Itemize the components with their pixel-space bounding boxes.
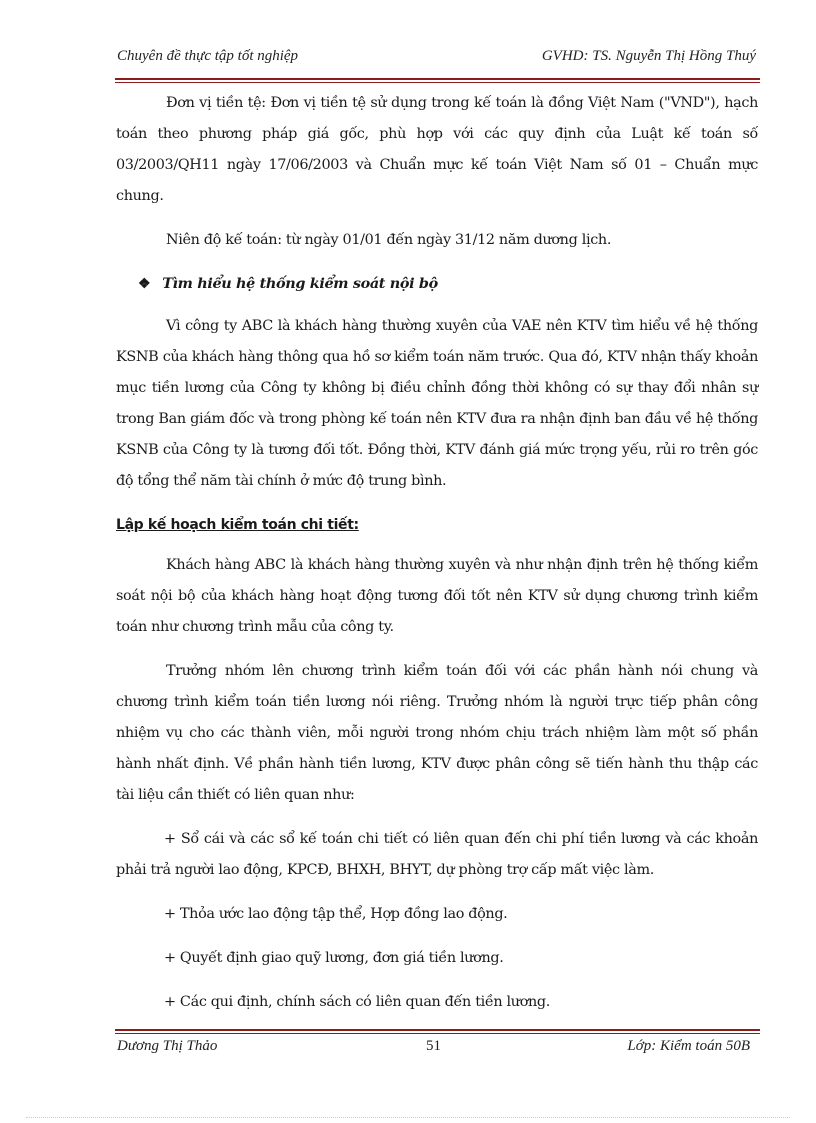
paragraph-fiscal-year: Niên độ kế toán: từ ngày 01/01 đến ngày 31/12 năm dương lịch. — [166, 232, 612, 248]
page-footer — [117, 1038, 750, 1062]
page-edge — [26, 1117, 790, 1118]
header-divider — [115, 78, 760, 83]
paragraph-audit-program: Khách hàng ABC là khách hàng thường xuyên và như nhận định trên hệ thống kiểm soát nội bộ của khách hàng hoạt động tương đối tốt nên KTV sử dụng chương trình kiểm toán như chương trình mẫu của công ty. — [116, 557, 758, 635]
footer-class: Lớp: Kiểm toán 50B — [627, 1038, 750, 1054]
page-body — [116, 88, 758, 1031]
header-document-title: Chuyên đề thực tập tốt nghiệp — [117, 48, 299, 64]
paragraph-currency: Đơn vị tiền tệ: Đơn vị tiền tệ sử dụng trong kế toán là đồng Việt Nam ("VND"), hạch toán theo phương pháp giá gốc, phù hợp với các quy định của Luật kế toán số 03/2003/QH11 ngày 17/06/2003 và Chuẩn mực kế toán Việt Nam số 01 – Chuẩn mực chung. — [116, 95, 758, 204]
internal-control-heading-text: Tìm hiểu hệ thống kiểm soát nội bộ — [162, 275, 438, 292]
footer-author: Dương Thị Thảo — [117, 1038, 218, 1054]
paragraph-internal-control: Vì công ty ABC là khách hàng thường xuyên của VAE nên KTV tìm hiểu về hệ thống KSNB của khách hàng thông qua hồ sơ kiểm toán năm trước. Qua đó, KTV nhận thấy khoản mục tiền lương của Công ty không bị điều chỉnh đồng thời không có sự thay đổi nhân sự trong Ban giám đốc và trong phòng kế toán nên KTV đưa ra nhận định ban đầu về hệ thống KSNB của Công ty là tương đối tốt. Đồng thời, KTV đánh giá mức trọng yếu, rủi ro trên góc độ tổng thể năm tài chính ở mức độ trung bình. — [116, 318, 758, 489]
list-item: + Các qui định, chính sách có liên quan đến tiền lương. — [164, 994, 551, 1010]
diamond-bullet-icon: ❖ — [138, 276, 151, 292]
list-item: + Sổ cái và các sổ kế toán chi tiết có liên quan đến chi phí tiền lương và các khoản phải trả người lao động, KPCĐ, BHXH, BHYT, dự phòng trợ cấp mất việc làm. — [116, 831, 758, 878]
internal-control-heading — [138, 269, 758, 299]
list-item: + Thỏa ước lao động tập thể, Hợp đồng lao động. — [164, 906, 508, 922]
paragraph-team-lead: Trưởng nhóm lên chương trình kiểm toán đối với các phần hành nói chung và chương trình kiểm toán tiền lương nói riêng. Trưởng nhóm là người trực tiếp phân công nhiệm vụ cho các thành viên, mỗi người trong nhóm chịu trách nhiệm làm một số phần hành nhất định. Về phần hành tiền lương, KTV được phân công sẽ tiến hành thu thập các tài liệu cần thiết có liên quan như: — [116, 663, 758, 803]
list-item: + Quyết định giao quỹ lương, đơn giá tiền lương. — [164, 950, 504, 966]
page-header — [117, 48, 756, 74]
footer-divider — [115, 1029, 760, 1034]
page-number: 51 — [426, 1038, 441, 1054]
header-supervisor: GVHD: TS. Nguyễn Thị Hồng Thuý — [541, 48, 756, 64]
detailed-plan-heading: Lập kế hoạch kiểm toán chi tiết: — [116, 517, 359, 533]
